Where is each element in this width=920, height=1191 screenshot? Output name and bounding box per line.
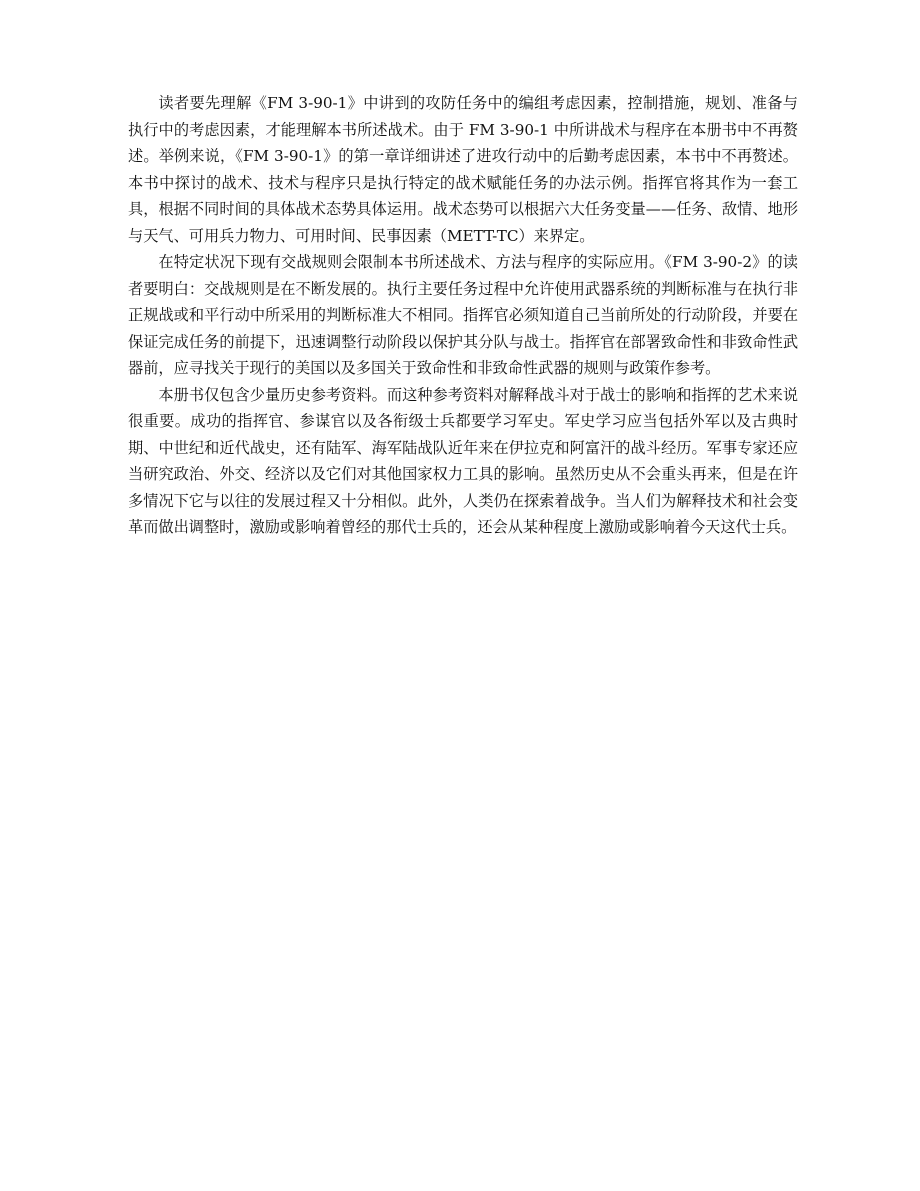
paragraph-3: 本册书仅包含少量历史参考资料。而这种参考资料对解释战斗对于战士的影响和指挥的艺术来说很重要。成功的指挥官、参谋官以及各衔级士兵都要学习军史。军史学习应当包括外军以及古典时期、中世纪和近代战史，还有陆军、海军陆战队近年来在伊拉克和阿富汗的战斗经历。军事专家还应当研究政治、外交、经济以及它们对其他国家权力工具的影响。虽然历史从不会重头再来，但是在许多情况下它与以往的发展过程又十分相似。此外，人类仍在探索着战争。当人们为解释技术和社会变革而做出调整时，激励或影响着曾经的那代士兵的，还会从某种程度上激励或影响着今天这代士兵。 bbox=[128, 385, 798, 536]
body-text bbox=[128, 90, 798, 541]
paragraph-2: 在特定状况下现有交战规则会限制本书所述战术、方法与程序的实际应用。《FM 3-90-2》的读者要明白：交战规则是在不断发展的。执行主要任务过程中允许使用武器系统的判断标准与在执行非正规战或和平行动中所采用的判断标准大不相同。指挥官必须知道自己当前所处的行动阶段，并要在保证完成任务的前提下，迅速调整行动阶段以保护其分队与战士。指挥官在部署致命性和非致命性武器前，应寻找关于现行的美国以及多国关于致命性和非致命性武器的规则与政策作参考。 bbox=[128, 253, 798, 377]
paragraph-1: 读者要先理解《FM 3-90-1》中讲到的攻防任务中的编组考虑因素，控制措施，规划、准备与执行中的考虑因素，才能理解本书所述战术。由于 FM 3-90-1 中所讲战术与程序在本册书中不再赘述。举例来说，《FM 3-90-1》的第一章详细讲述了进攻行动中的后勤考虑因素，本书中不再赘述。本书中探讨的战术、技术与程序只是执行特定的战术赋能任务的办法示例。指挥官将其作为一套工具，根据不同时间的具体战术态势具体运用。战术态势可以根据六大任务变量——任务、敌情、地形与天气、可用兵力物力、可用时间、民事因素（METT-TC）来界定。 bbox=[128, 94, 798, 245]
